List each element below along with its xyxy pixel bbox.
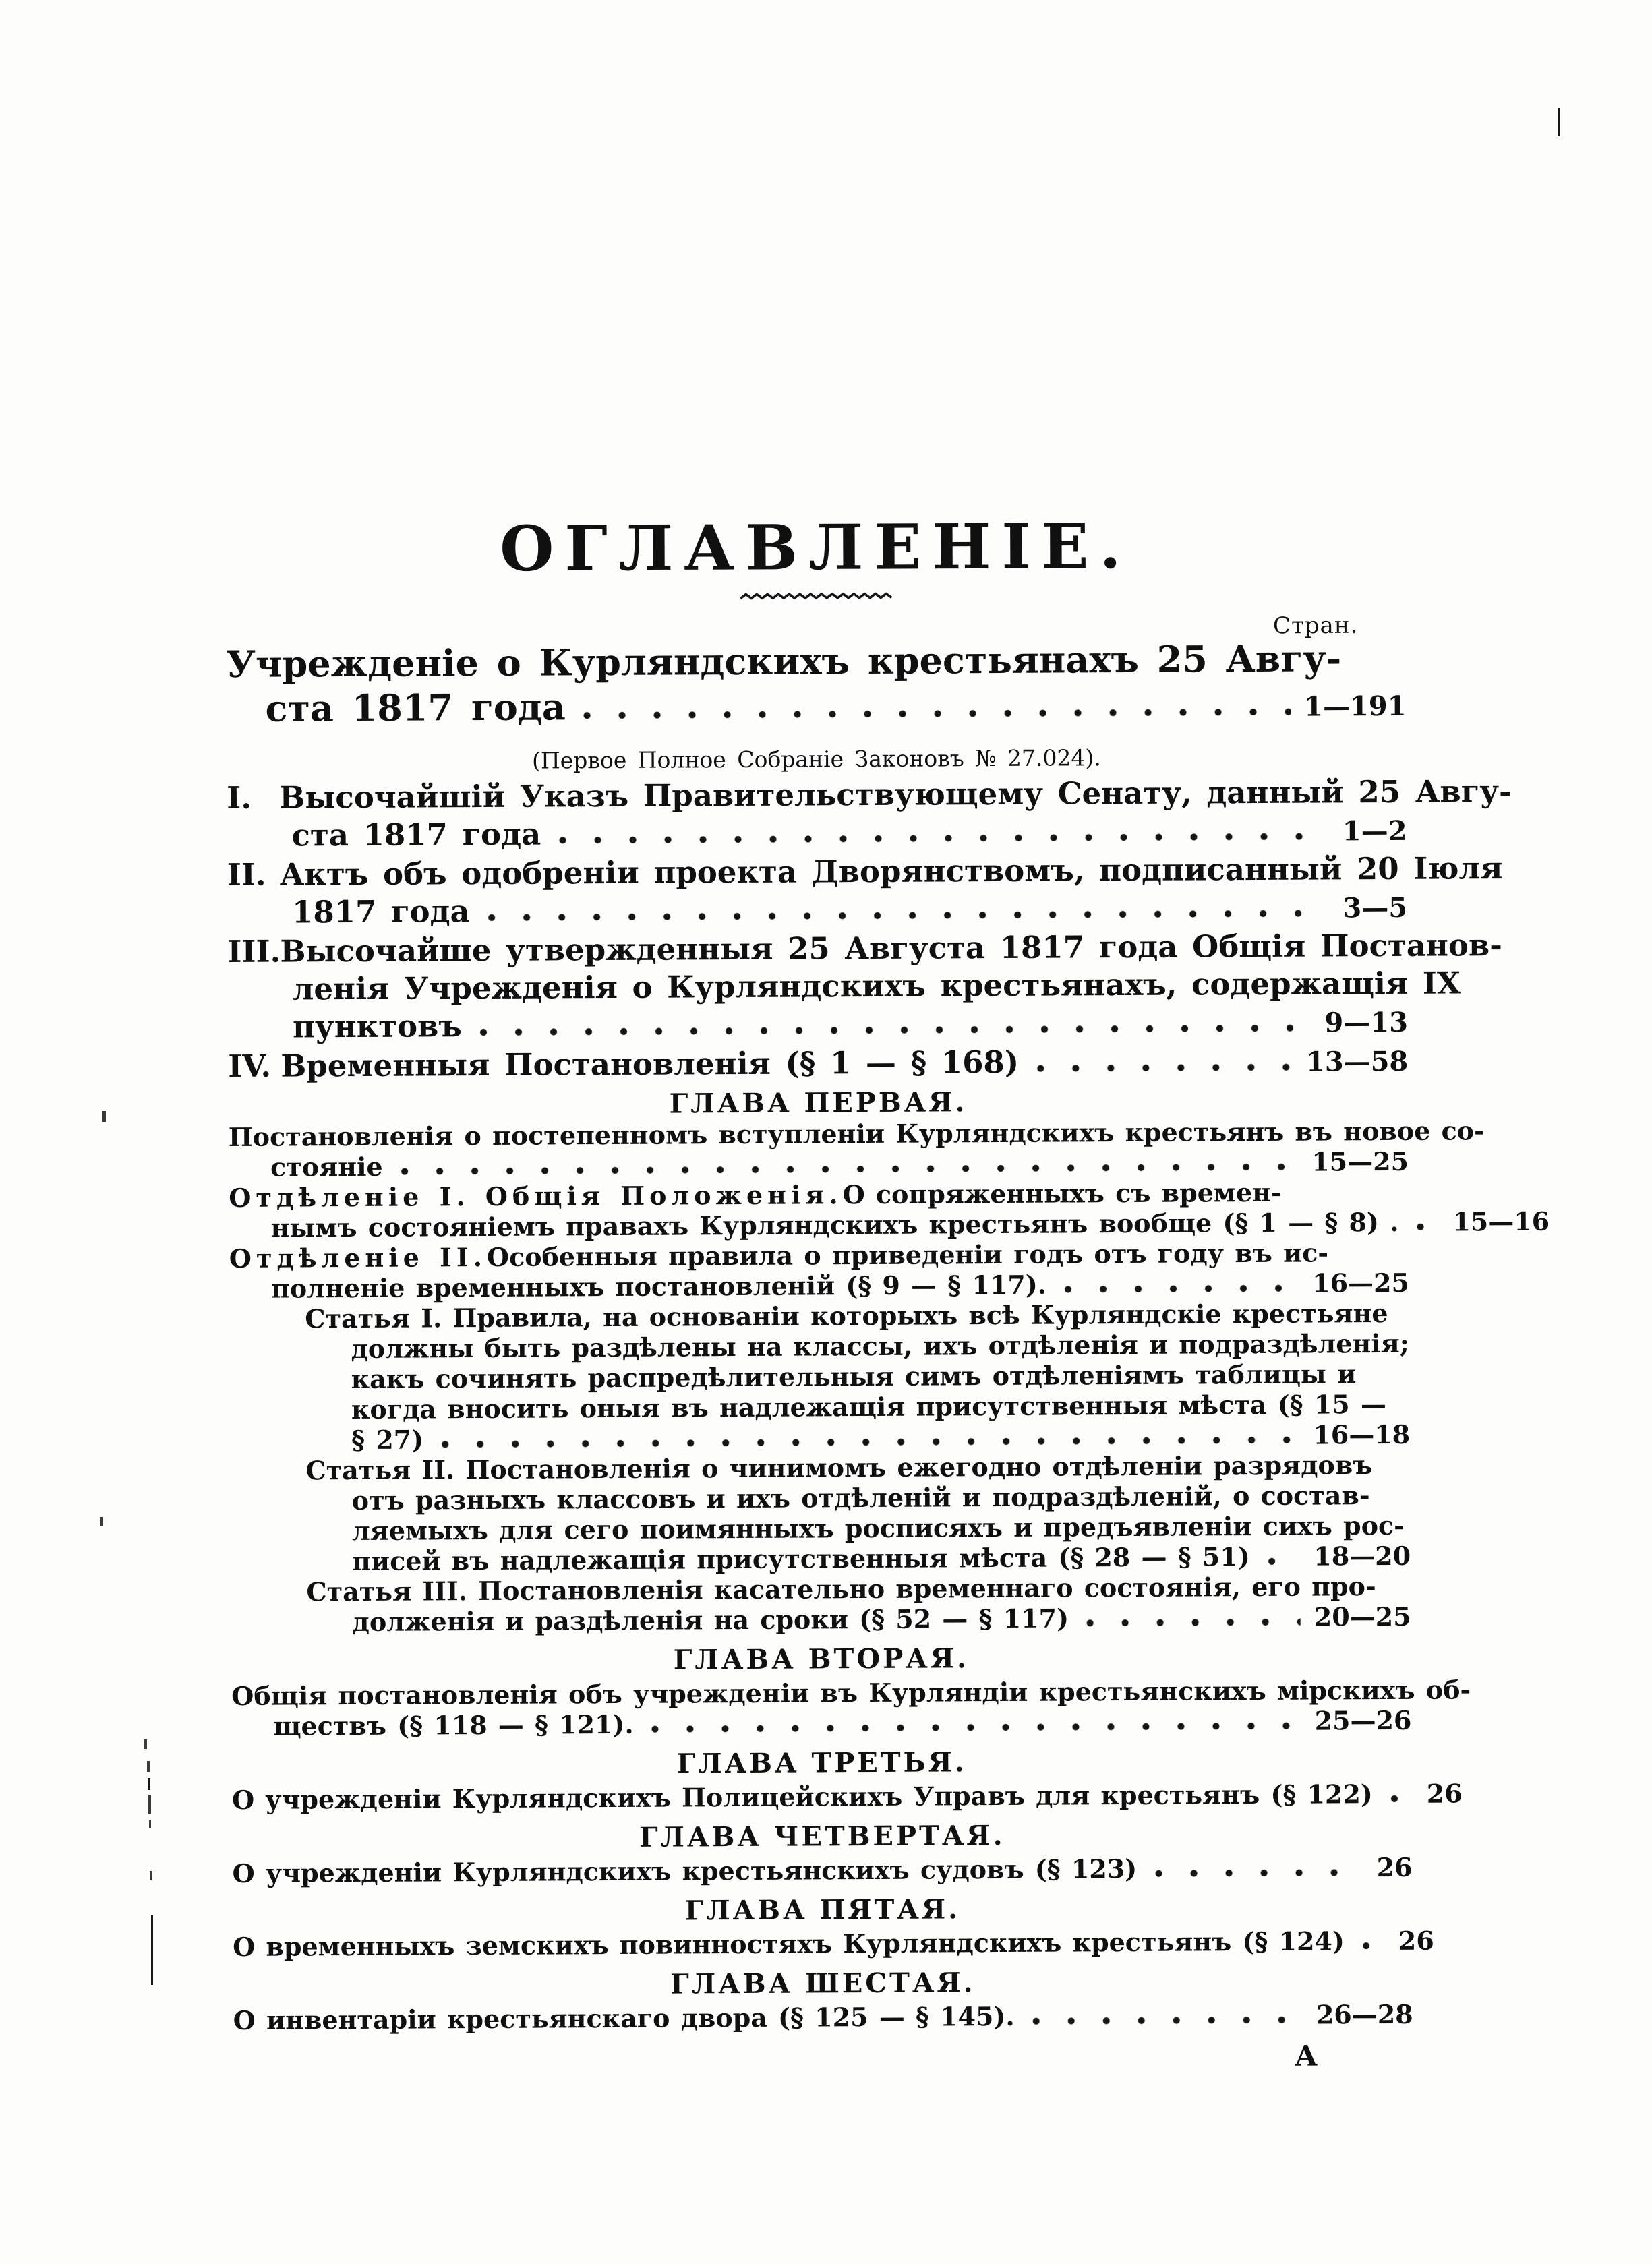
toc-text: пунктовъ <box>292 1008 463 1045</box>
signature-mark <box>233 2039 1413 2078</box>
toc-text: ста 1817 года <box>291 816 541 854</box>
page-range: 25—26 <box>1314 1704 1412 1736</box>
toc-text: Учрежденіе о Курляндскихъ крестьянахъ 25 Авгу- <box>226 636 1342 686</box>
toc-text: ГЛАВА ПЕРВАЯ. <box>669 1086 968 1120</box>
toc-item-4 <box>228 1042 1408 1087</box>
page-title: ОГЛАВЛЕНІЕ. <box>500 509 1132 586</box>
toc-text: нымъ состояніемъ правахъ Курляндскихъ крестьянъ вообще (§ 1 — § 8) . <box>270 1206 1399 1243</box>
scan-artifact <box>1558 108 1560 136</box>
dot-leader <box>479 1024 1311 1036</box>
toc-main-entry <box>226 636 1406 686</box>
page-range: 9—13 <box>1324 1006 1409 1039</box>
toc-text: ГЛАВА ЧЕТВЕРТАЯ. <box>639 1819 1005 1853</box>
toc-text: ГЛАВА ВТОРАЯ. <box>673 1642 970 1676</box>
page-range: 1—2 <box>1342 814 1407 847</box>
toc-text: О учрежденіи Курляндскихъ Полицейскихъ Управъ для крестьянъ (§ 122) <box>231 1779 1373 1815</box>
toc-text: стояніе <box>270 1151 383 1183</box>
dot-leader <box>1362 1942 1385 1950</box>
toc-text: О временныхъ земскихъ повинностяхъ Курляндскихъ крестьянъ (§ 124) <box>233 1926 1345 1962</box>
page-range: 16—25 <box>1312 1267 1410 1299</box>
page-range: 16—18 <box>1313 1419 1411 1450</box>
dot-leader <box>441 1436 1299 1449</box>
toc-line <box>231 1674 1471 1711</box>
chapter-heading-4 <box>232 1818 1412 1855</box>
toc-text: О учрежденіи Курляндскихъ крестьянскихъ судовъ (§ 123) <box>232 1853 1138 1888</box>
page-range: 15—25 <box>1311 1145 1409 1177</box>
toc-text: писей въ надлежащія присутственныя мѣста (§ 28 — § 51) <box>352 1541 1250 1577</box>
dot-leader <box>1268 1557 1301 1566</box>
toc-text: Статья III. Постановленія касательно временнаго состоянія, его про- <box>306 1571 1376 1607</box>
toc-line <box>227 811 1407 856</box>
toc-text: ГЛАВА ТРЕТЬЯ. <box>676 1746 967 1780</box>
dot-leader <box>488 909 1330 922</box>
page-range: 15—16 <box>1452 1205 1550 1237</box>
toc-rows <box>226 636 1550 2078</box>
toc-text: ленія Учрежденія о Курляндскихъ крестьянахъ, содержащія IX <box>292 965 1461 1007</box>
title-block <box>226 511 1407 607</box>
page-range: 26 <box>1426 1778 1463 1809</box>
page-range: 3—5 <box>1343 891 1408 924</box>
scan-artifact <box>150 1871 152 1880</box>
toc-line <box>232 1852 1412 1888</box>
toc-text: Актъ объ одобреніи проекта Дворянствомъ, подписанный 20 Іюля <box>279 850 1503 893</box>
chapter-heading-3 <box>232 1745 1412 1782</box>
dot-leader <box>401 1163 1299 1176</box>
dot-leader <box>1154 1868 1363 1878</box>
scan-artifact <box>148 1778 150 1790</box>
toc-text: ГЛАВА ШЕСТАЯ. <box>670 1967 976 2000</box>
toc-text: Отдѣленіе II. <box>229 1241 488 1274</box>
chapter-heading-6 <box>233 1965 1413 2002</box>
scan-artifact <box>102 1111 106 1122</box>
toc-item-3 <box>227 927 1502 971</box>
dot-leader <box>1416 1223 1439 1231</box>
toc-line <box>231 1601 1411 1638</box>
toc-text: Статья II. Постановленія о чинимомъ ежегодно отдѣленіи разрядовъ <box>305 1450 1373 1486</box>
toc-text: ГЛАВА ПЯТАЯ. <box>684 1893 961 1927</box>
toc-text: должны быть раздѣлены на классы, ихъ отдѣленія и подраздѣленія; <box>351 1328 1409 1365</box>
dot-leader <box>583 708 1291 719</box>
page-range: 18—20 <box>1314 1540 1411 1572</box>
squiggle-divider <box>226 588 1406 607</box>
toc-text: Статья I. Правила, на основаніи которыхъ всѣ Курляндскіе крестьяне <box>305 1297 1388 1334</box>
toc-line <box>227 888 1407 933</box>
toc-text: полненіе временныхъ постановленій (§ 9 — § 117). <box>270 1269 1047 1304</box>
toc-item-1 <box>227 773 1512 817</box>
item-numeral: I. <box>227 779 252 816</box>
toc-source-note <box>227 740 1407 779</box>
toc-line <box>228 965 1461 1009</box>
scan-artifact <box>151 1915 153 1985</box>
dot-leader <box>1036 1063 1293 1073</box>
scan-artifact <box>148 1795 151 1814</box>
scan-artifact <box>100 1517 103 1526</box>
toc-text: Отдѣленіе I. Общія Положенія. <box>229 1179 843 1213</box>
chapter-heading-2 <box>231 1641 1411 1678</box>
toc-text: (Первое Полное Собраніе Законовъ № 27.024). <box>531 744 1101 774</box>
toc-text: Временныя Постановленія (§ 1 — § 168) <box>281 1044 1020 1084</box>
toc-text: ста 1817 года <box>265 685 566 730</box>
item-numeral: II. <box>227 856 266 893</box>
toc-text: 1817 года <box>291 893 470 930</box>
toc-text: ляемыхъ для сего поимянныхъ росписяхъ и предъявленіи сихъ рос- <box>351 1510 1405 1547</box>
toc-text: когда вносить оныя въ надлежащія присутственныя мѣста (§ 15 — <box>351 1389 1387 1425</box>
dot-leader <box>1032 2016 1303 2025</box>
scan-artifact <box>144 1739 147 1749</box>
page-range: 26—28 <box>1316 1998 1413 2030</box>
article-3 <box>231 1571 1411 1607</box>
page-column-header: Стран. <box>1272 612 1359 640</box>
toc-line <box>230 1389 1410 1425</box>
toc-line <box>228 1115 1485 1152</box>
toc-line <box>233 1925 1434 1962</box>
page-range: 26 <box>1376 1851 1413 1883</box>
dot-leader <box>1086 1618 1301 1628</box>
dot-leader <box>558 832 1329 844</box>
toc-line <box>231 1778 1463 1815</box>
toc-text: Особенныя правила о приведеніи годъ отъ году въ ис- <box>486 1237 1329 1272</box>
item-numeral: IV. <box>228 1048 272 1084</box>
toc-line <box>231 1705 1411 1741</box>
scan-artifact <box>147 1761 150 1772</box>
toc-text: какъ сочинять распредѣлительныя симъ отдѣленіямъ таблицы и <box>351 1359 1357 1395</box>
toc-text: А <box>1294 2039 1320 2073</box>
toc-text: § 27) <box>351 1424 424 1456</box>
toc-main-entry-cont <box>226 680 1406 735</box>
chapter-heading-5 <box>233 1892 1413 1929</box>
toc-text: О сопряженныхъ съ времен- <box>842 1176 1282 1210</box>
toc-text: Высочайше утвержденныя 25 Августа 1817 года Общія Постанов- <box>280 927 1502 970</box>
toc-text: Высочайшій Указъ Правительствующему Сенату, данный 25 Авгу- <box>279 773 1512 816</box>
item-numeral: III. <box>227 933 281 970</box>
toc-text: долженія и раздѣленія на сроки (§ 52 — § 117) <box>352 1603 1069 1638</box>
scan-artifact <box>149 1820 151 1828</box>
page-range: 13—58 <box>1305 1045 1409 1078</box>
page-range: 1—191 <box>1304 690 1407 723</box>
section-2 <box>229 1237 1409 1274</box>
dot-leader <box>651 1722 1301 1733</box>
page-range: 26 <box>1398 1925 1434 1956</box>
dot-leader <box>1064 1284 1299 1294</box>
toc-text: ществъ (§ 118 — § 121). <box>273 1708 634 1741</box>
toc-text: Постановленія о постепенномъ вступленіи Курляндскихъ крестьянъ въ новое со- <box>228 1115 1485 1152</box>
toc-line <box>233 1999 1413 2035</box>
dot-leader <box>1390 1795 1413 1803</box>
toc-text: О инвентаріи крестьянскаго двора (§ 125 — § 145). <box>233 2000 1015 2035</box>
toc-text: Общія постановленія объ учрежденіи въ Курляндіи крестьянскихъ мірскихъ об- <box>231 1674 1471 1711</box>
toc-line <box>228 1003 1408 1048</box>
toc-text: отъ разныхъ классовъ и ихъ отдѣленій и подраздѣленій, о состав- <box>351 1480 1370 1516</box>
page-range: 20—25 <box>1314 1601 1411 1632</box>
toc-item-2 <box>227 850 1503 894</box>
